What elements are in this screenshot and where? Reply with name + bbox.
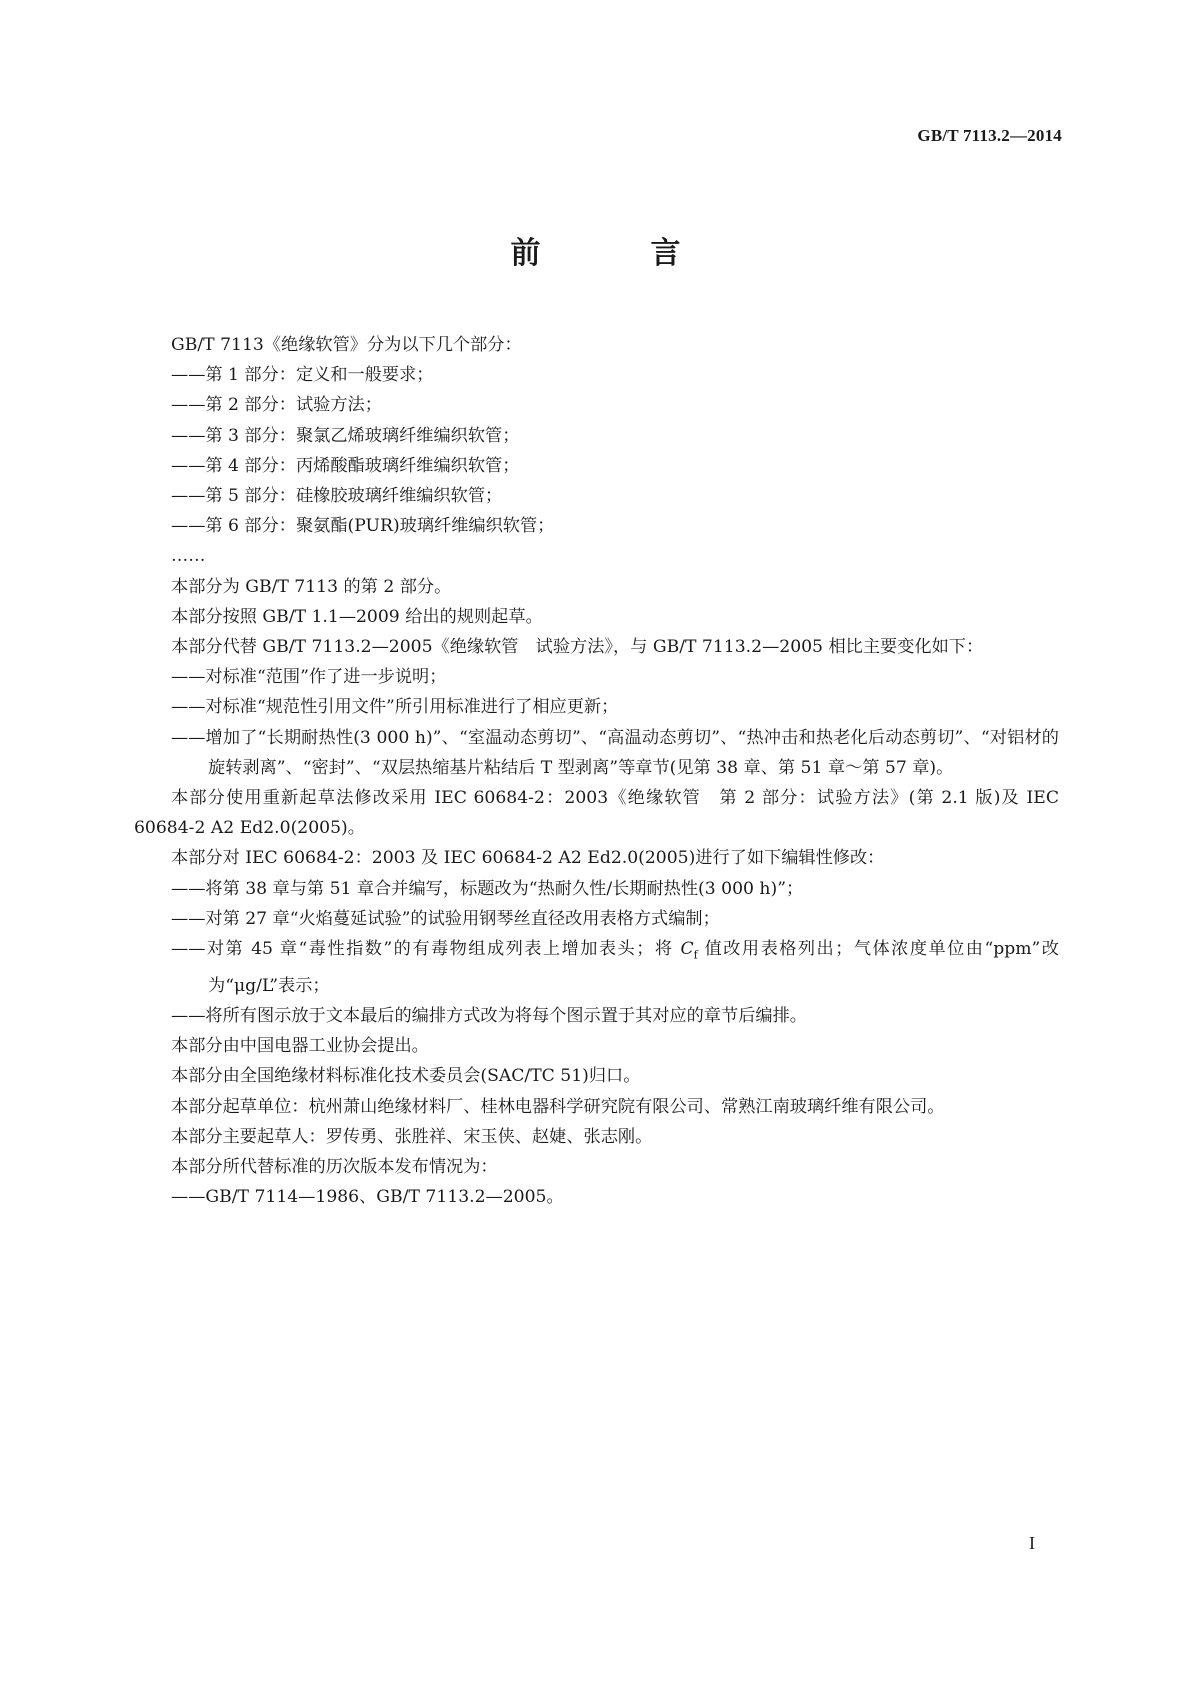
- paragraph-parts-intro: GB/T 7113《绝缘软管》分为以下几个部分：: [171, 335, 522, 355]
- page-number: I: [1029, 1533, 1035, 1553]
- list-ellipsis: ……: [171, 546, 206, 567]
- change-item-1: ——对标准“范围”作了进一步说明；: [171, 667, 447, 688]
- paragraph-drafting-units: 本部分起草单位：杭州萧山绝缘材料厂、桂林电器科学研究院有限公司、常熟江南玻璃纤维有限公司。: [171, 1096, 945, 1117]
- foreword-body: [134, 330, 1059, 1212]
- list-item-part-5: ——第 5 部分：硅橡胶玻璃纤维编织软管；: [171, 486, 503, 507]
- standard-code: GB/T 7113.2—2014: [917, 126, 1062, 145]
- paragraph-managed-by: 本部分由全国绝缘材料标准化技术委员会(SAC/TC 51)归口。: [171, 1066, 641, 1087]
- editorial-item-3-text-b: 值改用表格列出；气体浓度单位由“ppm”改为“μg/L”表示；: [208, 939, 1059, 996]
- editorial-item-4: ——将所有图示放于文本最后的编排方式改为将每个图示置于其对应的章节后编排。: [171, 1005, 807, 1026]
- history-item-1: ——GB/T 7114—1986、GB/T 7113.2—2005。: [171, 1187, 564, 1208]
- editorial-item-3: [134, 934, 1059, 1001]
- page-title: 前 言: [510, 236, 721, 271]
- variable-c: C: [680, 939, 694, 960]
- list-item-part-4: ——第 4 部分：丙烯酸酯玻璃纤维编织软管；: [171, 455, 520, 476]
- paragraph-editorial-changes: 本部分对 IEC 60684-2：2003 及 IEC 60684-2 A2 Ed2.0(2005)进行了如下编辑性修改：: [171, 848, 885, 869]
- paragraph-drafters: 本部分主要起草人：罗传勇、张胜祥、宋玉侠、赵婕、张志刚。: [171, 1126, 653, 1147]
- list-item-part-3: ——第 3 部分：聚氯乙烯玻璃纤维编织软管；: [171, 425, 520, 446]
- paragraph-proposed-by: 本部分由中国电器工业协会提出。: [171, 1036, 429, 1057]
- change-item-3: ——增加了“长期耐热性(3 000 h)”、“室温动态剪切”、“高温动态剪切”、“热冲击和热老化后动态剪切”、“对铝材的旋转剥离”、“密封”、“双层热缩基片粘结后 T 型剥离”等章节(见第 38 章、第 51 章～第 57 章)。: [171, 727, 1059, 778]
- list-item-part-2: ——第 2 部分：试验方法；: [171, 395, 382, 416]
- paragraph-replaces: 本部分代替 GB/T 7113.2—2005《绝缘软管 试验方法》，与 GB/T 7113.2—2005 相比主要变化如下：: [171, 637, 984, 658]
- editorial-item-2: ——对第 27 章“火焰蔓延试验”的试验用钢琴丝直径改用表格方式编制；: [171, 908, 720, 929]
- list-item-part-6: ——第 6 部分：聚氨酯(PUR)玻璃纤维编织软管；: [171, 516, 555, 537]
- paragraph-drafting-rules: 本部分按照 GB/T 1.1—2009 给出的规则起草。: [171, 606, 543, 627]
- paragraph-adoption: 本部分使用重新起草法修改采用 IEC 60684-2：2003《绝缘软管 第 2 部分：试验方法》(第 2.1 版)及 IEC 60684-2 A2 Ed2.0(2005)。: [134, 788, 1059, 839]
- editorial-item-1: ——将第 38 章与第 51 章合并编写，标题改为“热耐久性/长期耐热性(3 000 h)”；: [171, 878, 804, 899]
- paragraph-history-intro: 本部分所代替标准的历次版本发布情况为：: [171, 1156, 498, 1177]
- list-item-part-1: ——第 1 部分：定义和一般要求；: [171, 365, 434, 386]
- variable-subscript: f: [693, 948, 698, 962]
- change-item-2: ——对标准“规范性引用文件”所引用标准进行了相应更新；: [171, 697, 619, 718]
- paragraph-part-number: 本部分为 GB/T 7113 的第 2 部分。: [171, 576, 452, 597]
- editorial-item-3-text-a: ——对第 45 章“毒性指数”的有毒物组成列表上增加表头；将: [171, 939, 681, 960]
